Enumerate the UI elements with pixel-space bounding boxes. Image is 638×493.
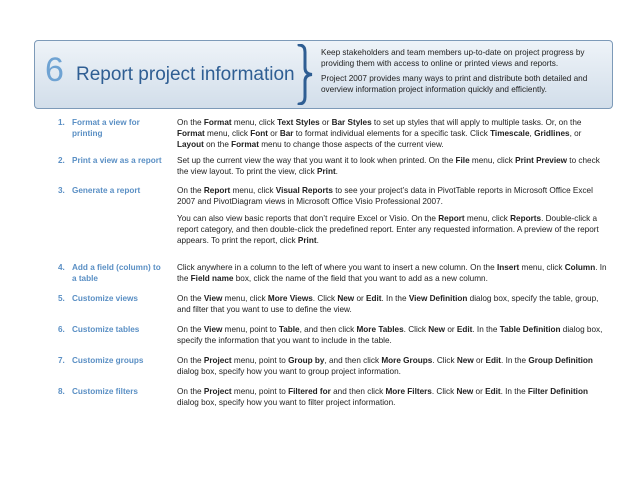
body-text: dialog box, specify the table, group, and filter that you want to use to define the view. [177, 294, 599, 314]
ui-command-text: Report [438, 214, 465, 223]
step-number: 8. [58, 387, 65, 396]
step-title: Customize filters [72, 387, 138, 396]
step-description [177, 262, 608, 284]
intro-paragraph: Project 2007 provides many ways to print and distribute both detailed and overview information project information quickly and efficiently. [321, 74, 588, 94]
body-text: You can also view basic reports that don’t require Excel or Visio. On the [177, 214, 439, 223]
step-item [58, 155, 608, 177]
step-paragraph [177, 386, 608, 408]
ui-command-text: Bar [279, 129, 294, 138]
ui-command-text: Table [278, 325, 300, 334]
ui-command-text: Group by [288, 356, 325, 365]
step-label [58, 117, 166, 139]
step-description [177, 155, 608, 177]
step-item [58, 262, 608, 284]
step-item [58, 386, 608, 408]
ui-command-text: More Tables [356, 325, 404, 334]
step-title: Customize groups [72, 356, 144, 365]
body-text: menu, click [469, 156, 516, 165]
step-label [58, 185, 166, 196]
body-text: or [445, 325, 457, 334]
ui-command-text: Print [297, 236, 317, 245]
ui-command-text: File [455, 156, 470, 165]
step-number: 3. [58, 186, 65, 195]
step-description [177, 324, 608, 346]
step-item [58, 293, 608, 315]
brace-divider-icon [295, 44, 315, 105]
step-paragraph [177, 324, 608, 346]
body-text: , and then click [324, 356, 382, 365]
step-item [58, 355, 608, 377]
ui-command-text: Project [203, 387, 232, 396]
step-item [58, 324, 608, 346]
ui-command-text: Print [317, 167, 336, 176]
step-paragraph [177, 185, 608, 207]
step-title: Format a view for printing [72, 118, 140, 138]
step-description [177, 386, 608, 408]
body-text: . In the [500, 387, 528, 396]
ui-command-text: More Filters [385, 387, 432, 396]
step-paragraph [177, 293, 608, 315]
ui-command-text: Filter Definition [527, 387, 588, 396]
ui-command-text: Format [177, 129, 205, 138]
step-number: 4. [58, 263, 65, 272]
body-text: . In the [381, 294, 409, 303]
body-text: , [529, 129, 535, 138]
section-title: Report project information [76, 64, 295, 85]
step-number: 6. [58, 325, 65, 334]
body-text: . Click [431, 387, 457, 396]
body-text: and then click [330, 387, 386, 396]
ui-command-text: Edit [485, 356, 502, 365]
body-text: Set up the current view the way that you want it to look when printed. On the [177, 156, 456, 165]
body-text: or [267, 129, 280, 138]
section-header [34, 40, 613, 109]
ui-command-text: Reports [510, 214, 542, 223]
body-text: menu, point to [222, 325, 279, 334]
body-text: or [473, 356, 486, 365]
ui-command-text: Font [250, 129, 268, 138]
step-description [177, 355, 608, 377]
step-label [58, 324, 166, 335]
body-text: menu, point to [231, 387, 289, 396]
section-number: 6 [45, 51, 64, 89]
body-text: , or [569, 129, 582, 138]
body-text: On the [177, 294, 204, 303]
ui-command-text: Bar Styles [331, 118, 372, 127]
body-text: . Click [432, 356, 457, 365]
body-text: On the [177, 356, 204, 365]
ui-command-text: Visual Reports [275, 186, 333, 195]
body-text: to format individual elements for a specific task. Click [293, 129, 491, 138]
step-number: 1. [58, 118, 65, 127]
body-text: dialog box, specify how you want to filter project information. [177, 398, 396, 407]
body-text: dialog box, specify how you want to group project information. [177, 367, 401, 376]
step-label [58, 293, 166, 304]
step-paragraph [177, 155, 608, 177]
step-paragraph [177, 262, 608, 284]
body-text: or [319, 118, 332, 127]
body-text: . In the [501, 356, 529, 365]
body-text: to set up styles that will apply to multiple tasks. Or, on the [371, 118, 582, 127]
body-text: . Click [312, 294, 338, 303]
ui-command-text: View Definition [408, 294, 468, 303]
step-label [58, 262, 166, 284]
intro-text [321, 47, 606, 99]
step-label [58, 155, 166, 166]
body-text: . [335, 167, 338, 176]
ui-command-text: Format [203, 118, 232, 127]
body-text: box, click the name of the field that you want to add as a new column. [233, 274, 488, 283]
ui-command-text: New [337, 294, 355, 303]
step-description [177, 117, 608, 150]
step-paragraph [177, 117, 608, 150]
body-text: On the [177, 118, 204, 127]
body-text: on the [203, 140, 232, 149]
ui-command-text: Text Styles [277, 118, 320, 127]
body-text: menu, point to [231, 356, 289, 365]
ui-command-text: View [203, 325, 223, 334]
ui-command-text: Filtered for [288, 387, 331, 396]
ui-command-text: New [456, 387, 474, 396]
step-title: Customize views [72, 294, 138, 303]
body-text: menu, click [204, 129, 251, 138]
body-text: . [316, 236, 319, 245]
step-title: Customize tables [72, 325, 140, 334]
step-number: 7. [58, 356, 65, 365]
ui-command-text: Print Preview [515, 156, 568, 165]
ui-command-text: Gridlines [534, 129, 570, 138]
ui-command-text: Report [203, 186, 231, 195]
ui-command-text: Edit [485, 387, 501, 396]
intro-paragraph: Keep stakeholders and team members up-to-date on project progress by providing them with access to online or printed views and reports. [321, 48, 585, 68]
body-text: dialog box, specify the information that you want to include in the table. [177, 325, 603, 345]
step-paragraph [177, 213, 608, 246]
body-text: menu, click [222, 294, 268, 303]
body-text: to see your project’s data in PivotTable reports in Microsoft Office Excel 2007 and PivotDiagram views in Microsoft Office Visio Professional 2007. [177, 186, 593, 206]
body-text: menu to change those aspects of the current view. [258, 140, 444, 149]
ui-command-text: More Groups [381, 356, 433, 365]
ui-command-text: Layout [177, 140, 204, 149]
step-title: Print a view as a report [72, 156, 162, 165]
body-text: On the [177, 325, 204, 334]
ui-command-text: Timescale [490, 129, 530, 138]
ui-command-text: New [428, 325, 446, 334]
body-text: . In the [177, 263, 607, 283]
ui-command-text: Format [231, 140, 259, 149]
ui-command-text: Edit [366, 294, 382, 303]
body-text: . Click [403, 325, 429, 334]
ui-command-text: New [456, 356, 474, 365]
ui-command-text: More Views [267, 294, 313, 303]
body-text: . Double-click a report category, and then double-click the predefined report. Enter any requested information. A preview of the report appears. To print the report, click [177, 214, 599, 245]
ui-command-text: Project [203, 356, 232, 365]
ui-command-text: View [203, 294, 223, 303]
step-number: 5. [58, 294, 65, 303]
body-text: or [354, 294, 367, 303]
step-item [58, 117, 608, 150]
body-text: On the [177, 387, 204, 396]
body-text: to check the view layout. To print the view, click [177, 156, 600, 176]
ui-command-text: Table Definition [499, 325, 561, 334]
step-paragraph [177, 355, 608, 377]
ui-command-text: Column [564, 263, 596, 272]
step-title: Generate a report [72, 186, 141, 195]
body-text: , and then click [299, 325, 357, 334]
ui-command-text: Insert [496, 263, 520, 272]
ui-command-text: Edit [456, 325, 473, 334]
body-text: . In the [472, 325, 500, 334]
step-title: Add a field (column) to a table [72, 263, 161, 283]
body-text: On the [177, 186, 204, 195]
body-text: or [473, 387, 486, 396]
body-text: Click anywhere in a column to the left of where you want to insert a new column. On the [177, 263, 497, 272]
body-text: menu, click [230, 186, 276, 195]
body-text: menu, click [519, 263, 565, 272]
step-description [177, 185, 608, 246]
step-label [58, 355, 166, 366]
ui-command-text: Group Definition [528, 356, 593, 365]
ui-command-text: Field name [190, 274, 234, 283]
body-text: menu, click [231, 118, 278, 127]
step-item [58, 185, 608, 246]
step-number: 2. [58, 156, 65, 165]
step-label [58, 386, 166, 397]
body-text: menu, click [464, 214, 511, 223]
step-description [177, 293, 608, 315]
